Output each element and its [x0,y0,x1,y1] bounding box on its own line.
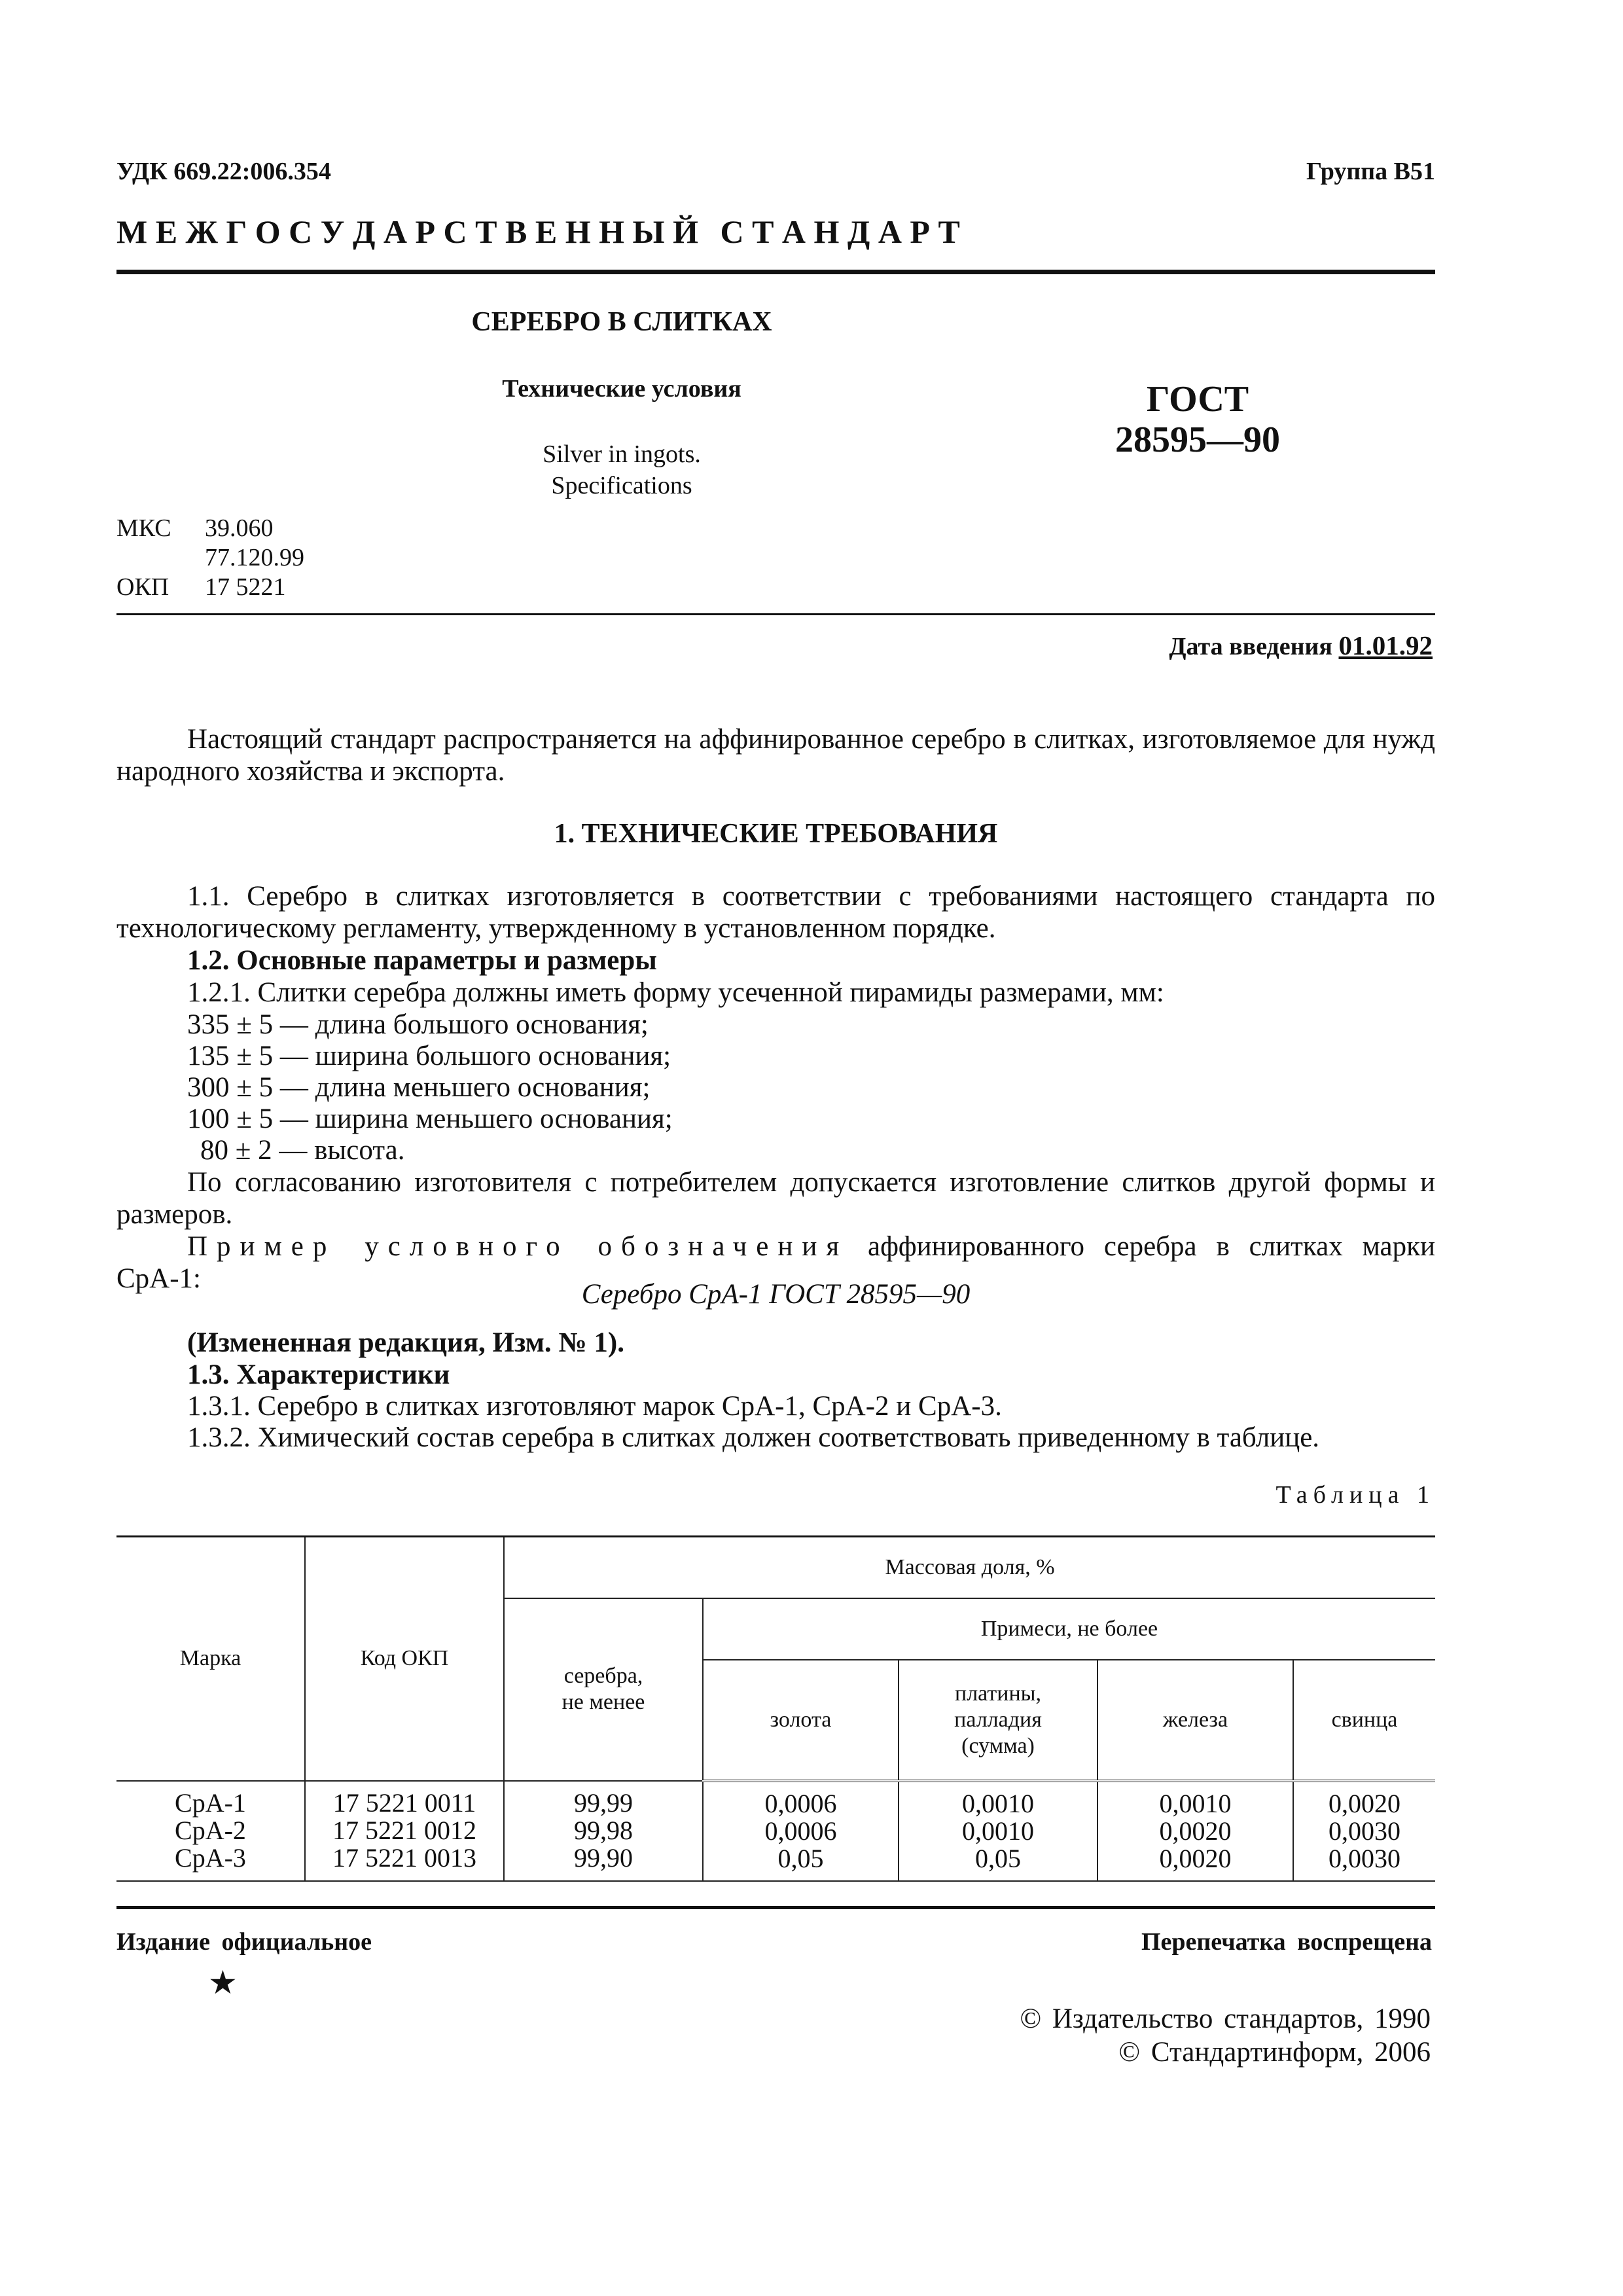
gost-label: ГОСТ [1146,379,1249,420]
cell-okp [305,1781,504,1881]
mks-code-1: 39.060 [205,514,274,542]
official-edition: Издание официальное [116,1928,372,1956]
okp-code: 17 5221 [205,573,286,601]
footer-rule [116,1906,1435,1909]
silver-value: 99,99 [574,1787,633,1818]
header-mark: Марка [116,1537,305,1781]
dimension-item: 135 ± 5 — ширина большого основания; [187,1041,671,1071]
dimension-item: 80 ± 2 — высота. [200,1135,405,1166]
paragraph-1-2-heading: 1.2. Основные параметры и размеры [187,945,657,976]
english-title-line1: Silver in ingots. [543,440,701,468]
header-mass-fraction: Массовая доля, % [504,1537,1435,1598]
lead-value: 0,0020 [1329,1788,1400,1818]
paragraph-1-3-1: 1.3.1. Серебро в слитках изготовляют марок СрА-1, СрА-2 и СрА-3. [187,1391,1002,1422]
mark-value: СрА-2 [175,1815,246,1845]
document-title: СЕРЕБРО В СЛИТКАХ [471,307,772,337]
lead-value: 0,0030 [1329,1843,1400,1873]
copyright-1990: © Издательство стандартов, 1990 [1020,2003,1431,2034]
header-platinum-line1: платины, [955,1681,1041,1706]
okp-value: 17 5221 0013 [332,1842,476,1873]
star-icon: ★ [208,1964,238,2001]
header-platinum-line3: (сумма) [961,1733,1035,1758]
document-subtitle: Технические условия [502,375,741,403]
udk-code: УДК 669.22:006.354 [116,158,331,185]
gold-value: 0,0006 [764,1788,837,1818]
mark-value: СрА-1 [175,1787,246,1818]
agreement-paragraph: По согласованию изготовителя с потребителем допускается изготовление слитков другой формы и размеров. [116,1167,1435,1230]
header-platinum-line2: палладия [954,1707,1042,1732]
gost-number: 28595—90 [1115,420,1280,460]
header-silver-line1: серебра, [563,1664,643,1688]
example-spaced-heading: Пример условного обозначения [187,1231,849,1262]
composition-table [116,1535,1435,1882]
iron-value: 0,0020 [1159,1843,1232,1873]
header-okp-code: Код ОКП [305,1537,504,1781]
gold-value: 0,0006 [764,1816,837,1846]
introduction-date-value: 01.01.92 [1338,630,1433,660]
dimension-item: 335 ± 5 — длина большого основания; [187,1009,649,1040]
paragraph-1-1: 1.1. Серебро в слитках изготовляется в соответствии с требованиями настоящего стандарта по технологическому регламенту, утвержденному в установленном порядке. [116,881,1435,944]
gold-value: 0,05 [777,1843,824,1873]
example-rest: аффинированного серебра в слитках марки СрА-1: [116,1231,1435,1294]
silver-value: 99,98 [574,1815,633,1845]
cell-platinum [899,1781,1097,1881]
platinum-value: 0,0010 [962,1788,1034,1818]
paragraph-1-3-heading: 1.3. Характеристики [187,1359,450,1390]
lead-value: 0,0030 [1329,1816,1400,1846]
header-gold: золота [703,1660,899,1781]
header-impurities: Примеси, не более [703,1598,1435,1660]
header-lead: свинца [1293,1660,1435,1781]
table-caption: Таблица 1 [1275,1481,1435,1509]
platinum-value: 0,05 [975,1843,1021,1873]
section-1-heading: 1. ТЕХНИЧЕСКИЕ ТРЕБОВАНИЯ [554,819,998,849]
header-platinum [899,1660,1097,1781]
table-row [116,1781,1435,1881]
cell-iron [1097,1781,1293,1881]
english-title-line2: Specifications [551,472,692,499]
iron-value: 0,0020 [1159,1816,1232,1846]
amended-note: (Измененная редакция, Изм. № 1). [187,1327,624,1358]
group-code: Группа В51 [1306,158,1435,185]
introduction-date-label: Дата введения [1169,633,1332,660]
cell-gold [703,1781,899,1881]
cell-mark [116,1781,305,1881]
dimension-item: 300 ± 5 — длина меньшего основания; [187,1072,651,1103]
cell-silver [504,1781,703,1881]
okp-label: ОКП [116,573,169,601]
iron-value: 0,0010 [1159,1788,1232,1818]
paragraph-1-3-2: 1.3.2. Химический состав серебра в слитках должен соответствовать приведенному в таблице. [187,1422,1320,1453]
mks-label: МКС [116,514,171,542]
okp-value: 17 5221 0012 [332,1815,476,1845]
silver-value: 99,90 [574,1842,633,1873]
title-block-rule [116,613,1435,615]
header-iron: железа [1097,1660,1293,1781]
cell-lead [1293,1781,1435,1881]
paragraph-1-2-1: 1.2.1. Слитки серебра должны иметь форму усеченной пирамиды размерами, мм: [187,977,1164,1008]
header-silver-line2: не менее [562,1690,645,1714]
standard-type-heading: М Е Ж Г О С У Д А Р С Т В Е Н Н Ы Й С Т А Н Д А Р Т [116,213,961,250]
header-thick-rule [116,270,1435,274]
example-designation: Серебро СрА-1 ГОСТ 28595—90 [581,1279,971,1310]
dimension-item: 100 ± 5 — ширина меньшего основания; [187,1103,673,1134]
mark-value: СрА-3 [175,1842,246,1873]
mks-code-2: 77.120.99 [205,544,304,571]
introduction-date [1169,630,1433,661]
platinum-value: 0,0010 [962,1816,1034,1846]
reprint-prohibited: Перепечатка воспрещена [1141,1928,1432,1956]
copyright-2006: © Стандартинформ, 2006 [1118,2037,1431,2068]
okp-value: 17 5221 0011 [332,1787,476,1818]
header-silver [504,1598,703,1781]
intro-paragraph: Настоящий стандарт распространяется на аффинированное серебро в слитках, изготовляемое для нужд народного хозяйства и экспорта. [116,724,1435,787]
